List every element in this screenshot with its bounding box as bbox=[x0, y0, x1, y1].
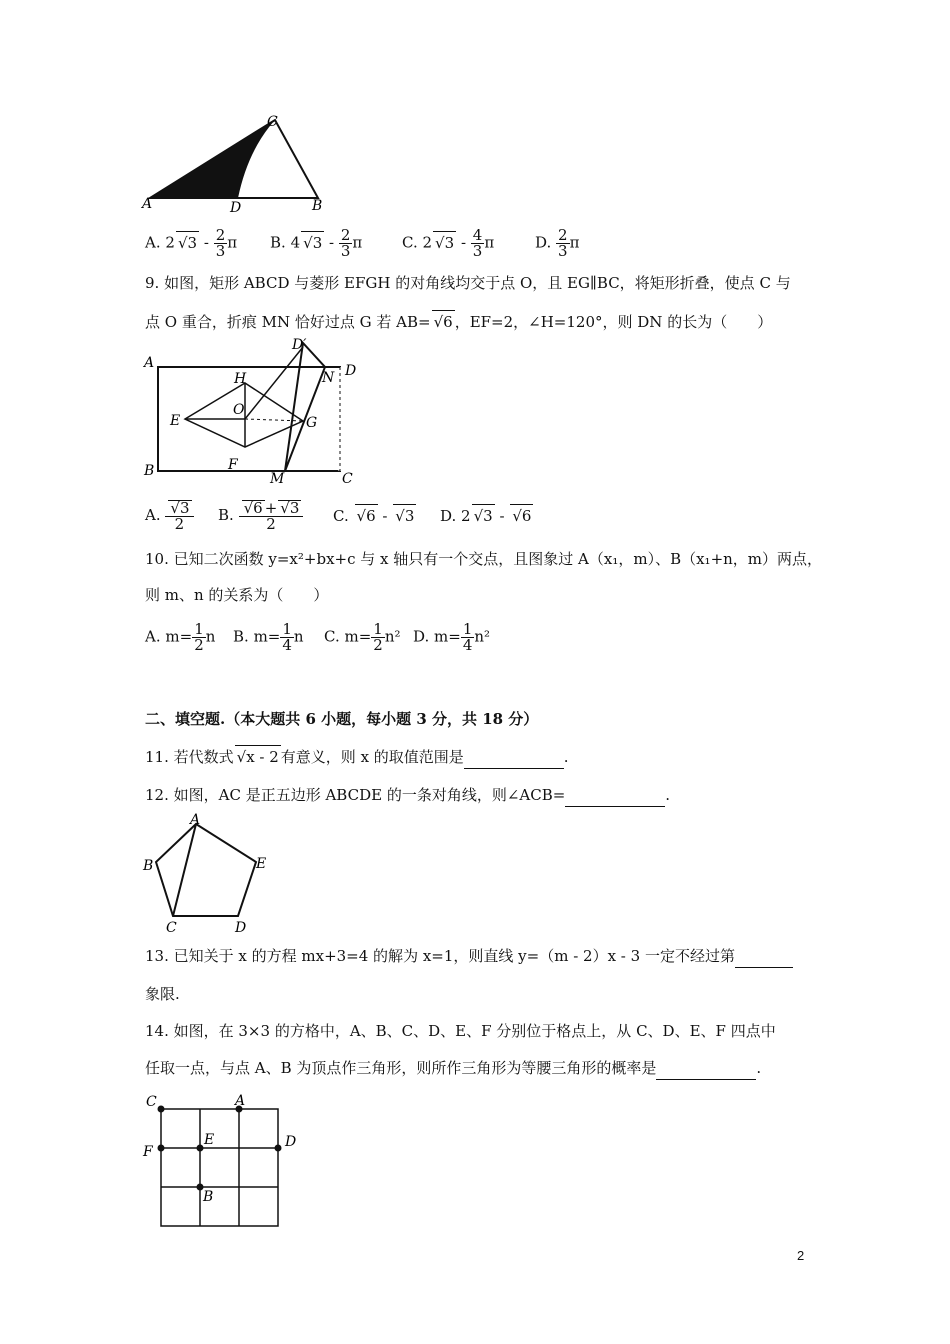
q13-line1: 13. 已知关于 x 的方程 mx+3=4 的解为 x=1，则直线 y=（m - 2）x - 3 一定不经过第 bbox=[145, 945, 793, 968]
fig12-label-a: A bbox=[190, 812, 201, 828]
section2-title: 二、填空题.（本大题共 6 小题，每小题 3 分，共 18 分） bbox=[145, 710, 539, 728]
q12-figure bbox=[140, 812, 275, 937]
q10-line1: 10. 已知二次函数 y=x²+bx+c 与 x 轴只有一个交点，且图象过 A（x₁，m）、B（x₁+n，m）两点， bbox=[145, 550, 823, 568]
fig9-label-e: E bbox=[170, 413, 181, 429]
q8-figure bbox=[140, 110, 330, 215]
q10-option-a: A. m= $\frac{1}{2}$ n bbox=[145, 620, 216, 654]
fig12-label-b: B bbox=[143, 858, 154, 874]
fig9-label-f: F bbox=[228, 457, 238, 473]
fig14-point-e bbox=[197, 1145, 204, 1152]
q9-option-c: C. √ 6 - √ 3 bbox=[333, 504, 416, 527]
fig9-label-n: N bbox=[322, 370, 335, 386]
fig9-label-b: B bbox=[144, 463, 155, 479]
fig9-label-a: A bbox=[144, 355, 155, 371]
fig9-label-c: C bbox=[342, 471, 353, 485]
q14-figure bbox=[140, 1090, 310, 1230]
fig14-point-f bbox=[158, 1145, 165, 1152]
q11-answer-blank[interactable] bbox=[464, 746, 564, 769]
fig9-label-h: H bbox=[234, 371, 247, 387]
fig14-point-d bbox=[275, 1145, 282, 1152]
q9-option-a: A. √ $\frac{3}{2}$ bbox=[145, 500, 194, 532]
fig8-label-b: B bbox=[312, 198, 323, 214]
q13-answer-blank[interactable] bbox=[735, 945, 793, 968]
fig9-label-m: M bbox=[270, 471, 285, 485]
q10-option-b: B. m= $\frac{1}{4}$ n bbox=[233, 620, 304, 654]
q14-line1: 14. 如图，在 3×3 的方格中，A、B、C、D、E、F 分别位于格点上，从 C、D、E、F 四点中 bbox=[145, 1022, 776, 1040]
fig9-label-o: O bbox=[233, 402, 245, 418]
fig14-label-d: D bbox=[285, 1134, 297, 1150]
fig14-label-e: E bbox=[204, 1132, 215, 1148]
q12-answer-blank[interactable] bbox=[565, 784, 665, 807]
q10-option-c: C. m= $\frac{1}{2}$ n² bbox=[324, 620, 401, 654]
q14-line2: 任取一点，与点 A、B 为顶点作三角形，则所作三角形为等腰三角形的概率是 . bbox=[145, 1057, 761, 1080]
fig14-point-c bbox=[158, 1106, 165, 1113]
q14-answer-blank[interactable] bbox=[656, 1057, 756, 1080]
q13-line2: 象限. bbox=[145, 985, 180, 1003]
q10-line2: 则 m、n 的关系为（ ） bbox=[145, 586, 329, 604]
q8-option-b: B. 4√ 3 - $\frac{2}{3}$ π bbox=[270, 228, 362, 259]
page-number: 2 bbox=[797, 1248, 805, 1263]
q9-option-b: B. √ $\frac{6 +√ 3}{2}$ bbox=[218, 500, 303, 532]
q9-figure bbox=[140, 335, 370, 485]
fig14-label-f: F bbox=[143, 1144, 153, 1160]
fig14-label-a: A bbox=[235, 1093, 246, 1109]
fig12-label-d: D bbox=[235, 920, 247, 936]
fig9-label-g: G bbox=[306, 415, 318, 431]
fig12-label-c: C bbox=[166, 920, 177, 936]
fig12-label-e: E bbox=[256, 856, 267, 872]
fig9-label-dprime: D′ bbox=[292, 337, 307, 353]
fig14-label-b: B bbox=[203, 1189, 214, 1205]
fig8-label-c: C bbox=[267, 114, 278, 130]
q10-option-d: D. m= $\frac{1}{4}$ n² bbox=[413, 620, 491, 654]
q9-line2: 点 O 重合，折痕 MN 恰好过点 G 若 AB=√ 6 ，EF=2，∠H=120°，则 DN 的长为（ ） bbox=[145, 310, 772, 333]
fig8-label-a: A bbox=[142, 196, 153, 212]
q8-option-a: A. 2√ 3 - $\frac{2}{3}$ π bbox=[145, 228, 237, 259]
q9-option-d: D. 2√ 3 - √ 6 bbox=[440, 504, 533, 527]
q11-line: 11. 若代数式√ x - 2 有意义，则 x 的取值范围是 . bbox=[145, 745, 569, 769]
fig9-label-d: D bbox=[345, 363, 357, 379]
q8-option-c: C. 2√ 3 - $\frac{4}{3}$ π bbox=[402, 228, 494, 259]
fig14-label-c: C bbox=[146, 1094, 157, 1110]
q8-option-d: D. $\frac{2}{3}$ π bbox=[535, 226, 580, 260]
q9-line1: 9. 如图，矩形 ABCD 与菱形 EFGH 的对角线均交于点 O，且 EG∥BC，将矩形折叠，使点 C 与 bbox=[145, 274, 791, 292]
fig8-label-d: D bbox=[230, 200, 242, 215]
q12-line: 12. 如图，AC 是正五边形 ABCDE 的一条对角线，则∠ACB= . bbox=[145, 784, 670, 807]
